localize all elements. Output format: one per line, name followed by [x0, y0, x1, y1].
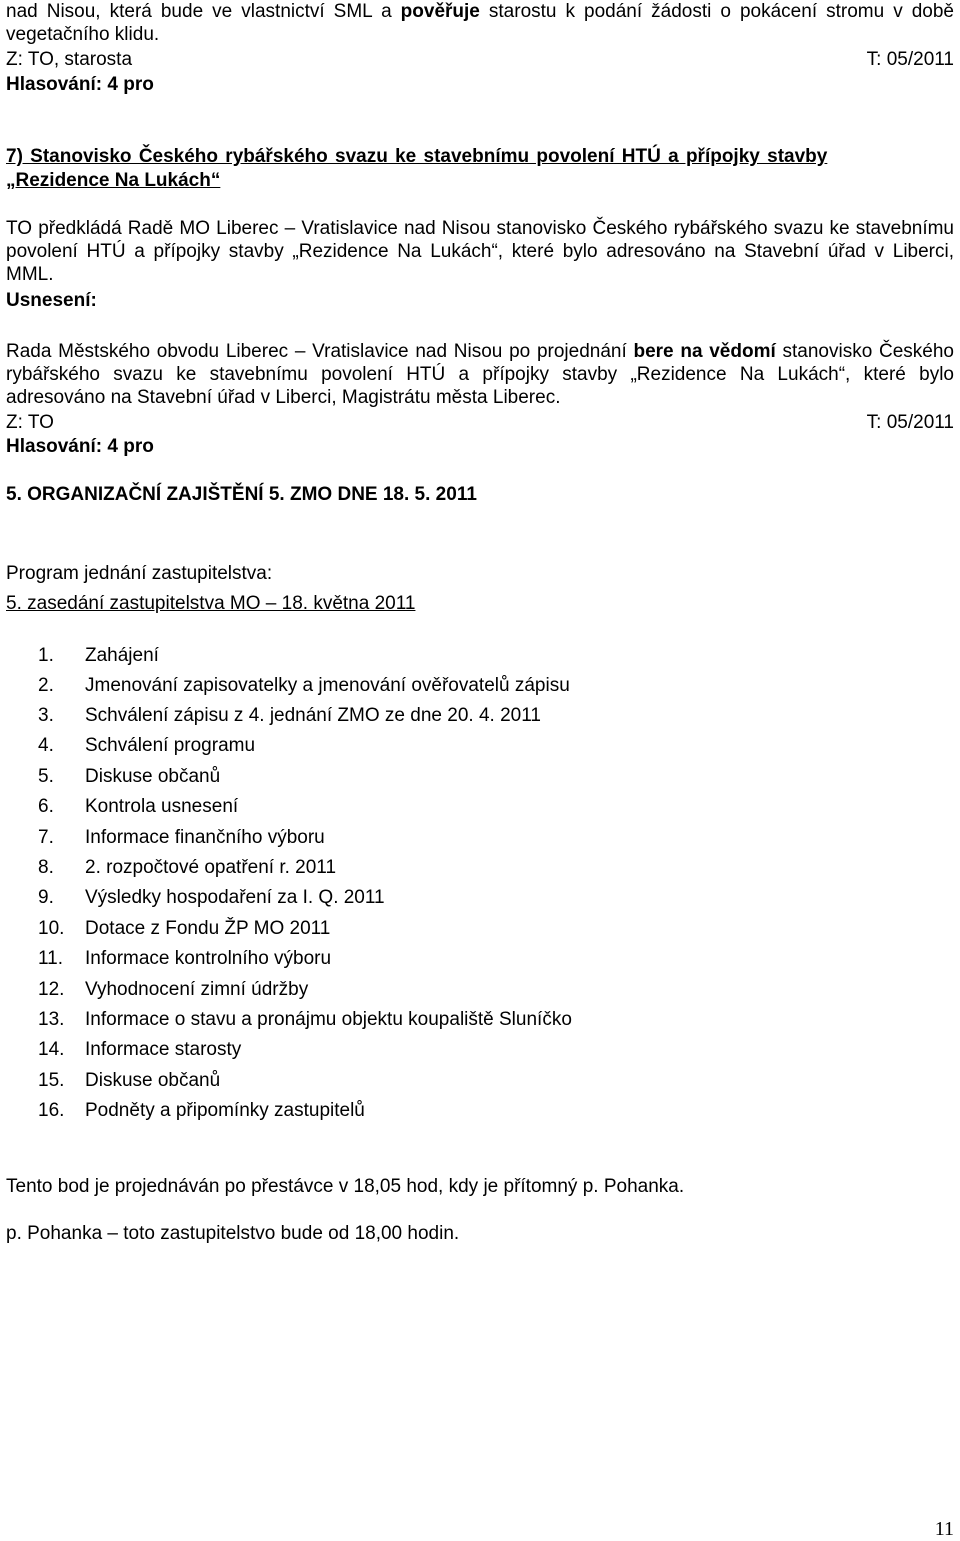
item7-intro: TO předkládá Radě MO Liberec – Vratislavice nad Nisou stanovisko Českého rybářského svazu ke stavebnímu povolení HTÚ a přípojky stavby „Rezidence Na Lukách“, které bylo adresováno na Stavební úřad v Liberci, MML.: [6, 218, 954, 285]
program-item: 4. Schválení programu: [38, 735, 256, 756]
item7-resolution-text: Rada Městského obvodu Liberec – Vratislavice nad Nisou po projednání bere na vědomí stanovisko Českého rybářského svazu ke stavebnímu povolení HTÚ a přípojky stavby „Rezidence Na Lukách“, které bylo adresováno na Stavební úřad v Liberci, Magistrátu města Liberec.: [6, 341, 954, 408]
program-item: 6. Kontrola usnesení: [38, 796, 239, 817]
item6-responsibility-row: [6, 48, 954, 71]
program-item: 16. Podněty a připomínky zastupitelů: [38, 1100, 365, 1121]
program-item: 10. Dotace z Fondu ŽP MO 2011: [38, 918, 331, 939]
program-item: 9. Výsledky hospodaření za I. Q. 2011: [38, 887, 385, 908]
program-label: Program jednání zastupitelstva:: [6, 563, 273, 584]
note-pohanka: p. Pohanka – toto zastupitelstvo bude od 18,00 hodin.: [6, 1223, 460, 1244]
item7-vote: Hlasování: 4 pro: [6, 436, 154, 457]
program-item: 5. Diskuse občanů: [38, 766, 221, 787]
program-item: 2. Jmenování zapisovatelky a jmenování ověřovatelů zápisu: [38, 675, 570, 696]
program-item: 11. Informace kontrolního výboru: [38, 948, 332, 969]
program-item: 3. Schválení zápisu z 4. jednání ZMO ze dne 20. 4. 2011: [38, 705, 541, 726]
item6-term: T: 05/2011: [866, 49, 954, 70]
program-item: 14. Informace starosty: [38, 1039, 242, 1060]
item7-resolution-label: Usnesení:: [6, 290, 97, 311]
program-item: 8. 2. rozpočtové opatření r. 2011: [38, 857, 337, 878]
program-item: 7. Informace finančního výboru: [38, 827, 325, 848]
item7-title-line2: „Rezidence Na Lukách“: [6, 170, 221, 191]
item6-tail-paragraph: nad Nisou, která bude ve vlastnictví SML a pověřuje starostu k podání žádosti o pokácení stromu v době vegetačního klidu.: [6, 1, 954, 45]
section5-heading: 5. ORGANIZAČNÍ ZAJIŠTĚNÍ 5. ZMO DNE 18. 5. 2011: [6, 484, 477, 505]
note-recess: Tento bod je projednáván po přestávce v 18,05 hod, kdy je přítomný p. Pohanka.: [6, 1176, 685, 1197]
item6-tail-bold: pověřuje: [400, 1, 480, 22]
program-item: 13. Informace o stavu a pronájmu objektu koupaliště Sluníčko: [38, 1009, 572, 1030]
item7-responsible: Z: TO: [6, 412, 54, 433]
item7-responsibility-row: [6, 411, 954, 434]
item7-title-line1: 7) Stanovisko Českého rybářského svazu ke stavebnímu povolení HTÚ a přípojky stavby: [6, 146, 828, 167]
program-item: 1. Zahájení: [38, 645, 159, 666]
item7-term: T: 05/2011: [866, 412, 954, 433]
item6-responsible: Z: TO, starosta: [6, 49, 133, 70]
program-item: 15. Diskuse občanů: [38, 1070, 221, 1091]
item6-vote: Hlasování: 4 pro: [6, 74, 154, 95]
page-number: 11: [934, 1518, 954, 1540]
program-item: 12. Vyhodnocení zimní údržby: [38, 979, 309, 1000]
session-title: 5. zasedání zastupitelstva MO – 18. května 2011: [6, 593, 416, 614]
item7-resolution-bold: bere na vědomí: [633, 341, 776, 362]
